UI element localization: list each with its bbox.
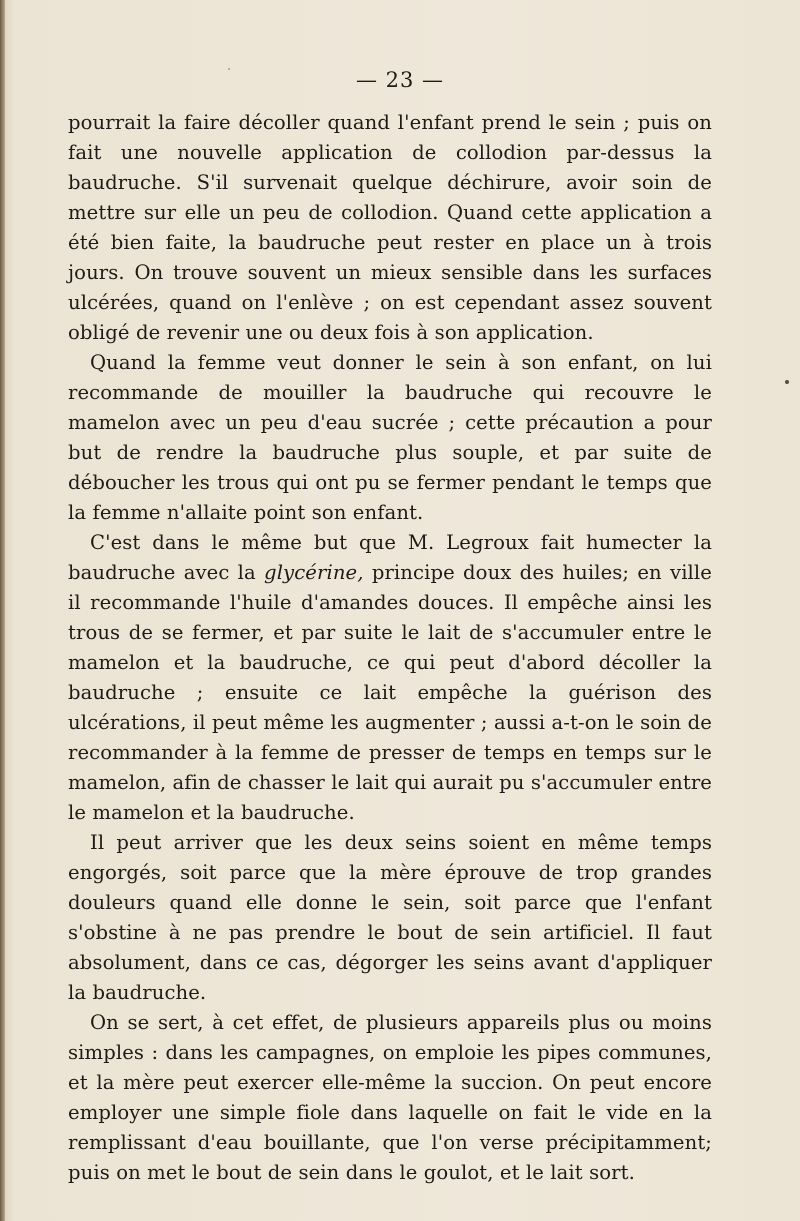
paragraph-5-text: On se sert, à cet effet, de plusieurs appareils plus ou moins simples : dans les campagnes, on emploie les pipes communes, et la mère peut exercer elle-même la succion. On peut encore employer une simple fiole dans laquelle on fait le vide en la remplissant d'eau bouillante, que l'on verse précipitamment; puis on met le bout de sein dans le goulot, et le lait sort.: [68, 1011, 712, 1184]
paragraph-1-text: pourrait la faire décoller quand l'enfant prend le sein ; puis on fait une nouvelle application de collodion par-dessus la baudruche. S'il survenait quelque déchirure, avoir soin de mettre sur elle un peu de collodion. Quand cette application a été bien faite, la baudruche peut rester en place un à trois jours. On trouve souvent un mieux sensible dans les surfaces ulcérées, quand on l'enlève ; on est cependant assez souvent obligé de revenir une ou deux fois à son application.: [68, 111, 712, 344]
paper-speck: [228, 68, 230, 70]
paragraph-5: [68, 1008, 712, 1188]
paragraph-3: [68, 528, 712, 828]
paragraph-2: [68, 348, 712, 528]
paragraph-2-text: Quand la femme veut donner le sein à son enfant, on lui recommande de mouiller la baudruche qui recouvre le mamelon avec un peu d'eau sucrée ; cette précaution a pour but de rendre la baudruche plus souple, et par suite de déboucher les trous qui ont pu se fermer pendant le temps que la femme n'allaite point son enfant.: [68, 351, 712, 524]
page-binding-edge: [0, 0, 5, 1221]
page-number: — 23 —: [355, 68, 445, 92]
paragraph-4: [68, 828, 712, 1008]
body-text: [68, 108, 712, 1188]
paragraph-3-text-start: C'est dans le même but que M. Legroux fait humecter la baudruche avec la: [68, 531, 712, 584]
paragraph-3-text-end: principe doux des huiles; en ville il recommande l'huile d'amandes douces. Il empêche ainsi les trous de se fermer, et par suite le lait de s'accumuler entre le mamelon et la baudruche, ce qui peut d'abord décoller la baudruche ; ensuite ce lait empêche la guérison des ulcérations, il peut même les augmenter ; aussi a-t-on le soin de recommander à la femme de presser de temps en temps sur le mamelon, afin de chasser le lait qui aurait pu s'accumuler entre le mamelon et la baudruche.: [68, 561, 712, 824]
paragraph-3-italic-term: glycérine,: [264, 561, 364, 584]
paragraph-1: [68, 108, 712, 348]
paper-speck: [785, 380, 789, 384]
paragraph-4-text: Il peut arriver que les deux seins soient en même temps engorgés, soit parce que la mère éprouve de trop grandes douleurs quand elle donne le sein, soit parce que l'enfant s'obstine à ne pas prendre le bout de sein artificiel. Il faut absolument, dans ce cas, dégorger les seins avant d'appliquer la baudruche.: [68, 831, 712, 1004]
